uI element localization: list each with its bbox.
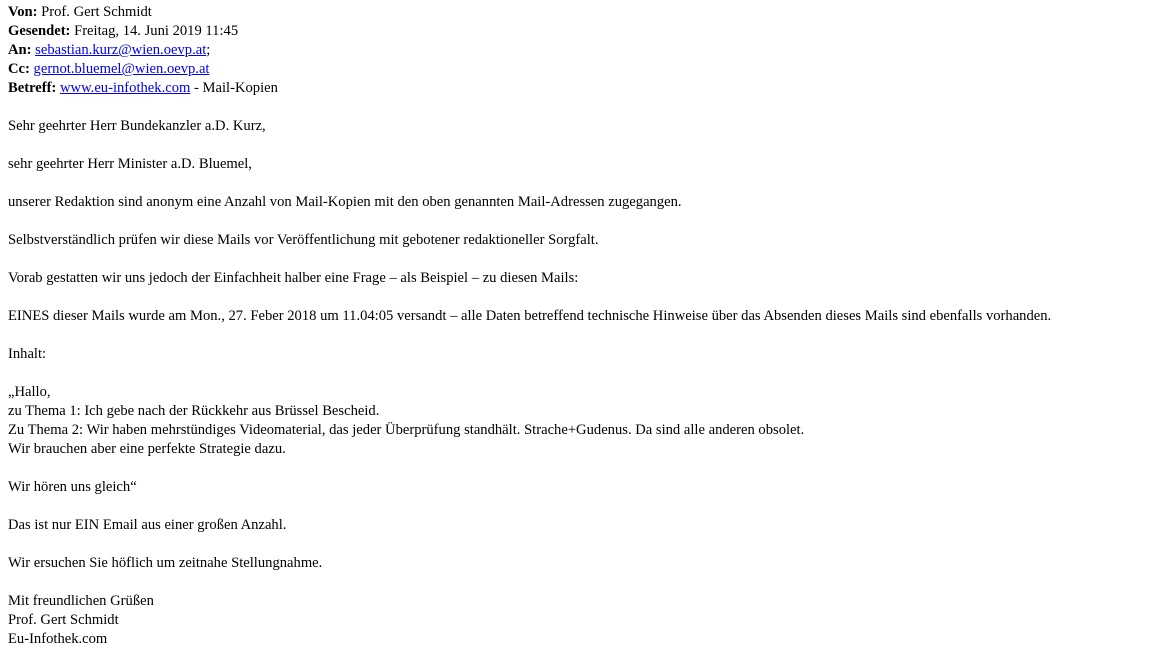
signature-org: Eu-Infothek.com — [8, 631, 108, 647]
subject-website-link[interactable]: www.eu-infothek.com — [60, 80, 191, 96]
sent-row — [8, 22, 1163, 41]
spacer — [8, 497, 1163, 516]
paragraph-request: Wir ersuchen Sie höflich um zeitnahe Stellungnahme. — [8, 555, 323, 571]
quote-line: Wir brauchen aber eine perfekte Strategie dazu. — [8, 441, 286, 457]
signature-block — [8, 592, 1163, 649]
spacer — [8, 326, 1163, 345]
subject-text: - Mail-Kopien — [190, 80, 278, 96]
cc-row — [8, 60, 1163, 79]
quote-line: Zu Thema 2: Wir haben mehrstündiges Videomaterial, das jeder Überprüfung standhält. Strache+Gudenus. Da sind alle anderen obsolet. — [8, 422, 805, 438]
sent-value: Freitag, 14. Juni 2019 11:45 — [74, 23, 239, 39]
cc-email-link[interactable]: gernot.bluemel@wien.oevp.at — [33, 61, 210, 77]
quoted-mail — [8, 383, 1163, 497]
quote-line: Wir hören uns gleich“ — [8, 479, 137, 495]
from-label: Von: — [8, 4, 38, 20]
salutation-minister: sehr geehrter Herr Minister a.D. Bluemel, — [8, 156, 252, 172]
signature-closing: Mit freundlichen Grüßen — [8, 593, 154, 609]
spacer — [8, 459, 1163, 478]
to-label: An: — [8, 42, 32, 58]
signature-name: Prof. Gert Schmidt — [8, 612, 119, 628]
paragraph-question: Vorab gestatten wir uns jedoch der Einfachheit halber eine Frage – als Beispiel – zu diesen Mails: — [8, 270, 579, 286]
spacer — [8, 250, 1163, 269]
to-separator: ; — [206, 42, 211, 58]
spacer — [8, 174, 1163, 193]
spacer — [8, 535, 1163, 554]
subject-row — [8, 79, 1163, 98]
salutation-chancellor: Sehr geehrter Herr Bundekanzler a.D. Kurz, — [8, 118, 266, 134]
sent-label: Gesendet: — [8, 23, 71, 39]
paragraph-mail-date: EINES dieser Mails wurde am Mon., 27. Feber 2018 um 11.04:05 versandt – alle Daten betreffend technische Hinweise über das Absenden dieses Mails sind ebenfalls vorhanden. — [8, 308, 1052, 324]
content-label: Inhalt: — [8, 346, 47, 362]
from-row — [8, 3, 1163, 22]
spacer — [8, 288, 1163, 307]
spacer — [8, 364, 1163, 383]
paragraph-one-email: Das ist nur EIN Email aus einer großen Anzahl. — [8, 517, 287, 533]
to-email-link[interactable]: sebastian.kurz@wien.oevp.at — [35, 42, 207, 58]
subject-label: Betreff: — [8, 80, 57, 96]
paragraph-received: unserer Redaktion sind anonym eine Anzahl von Mail-Kopien mit den oben genannten Mail-Adressen zugegangen. — [8, 194, 682, 210]
quote-line: „Hallo, — [8, 384, 51, 400]
quote-line: zu Thema 1: Ich gebe nach der Rückkehr aus Brüssel Bescheid. — [8, 403, 380, 419]
spacer — [8, 136, 1163, 155]
paragraph-review: Selbstverständlich prüfen wir diese Mails vor Veröffentlichung mit gebotener redaktioneller Sorgfalt. — [8, 232, 599, 248]
spacer — [8, 573, 1163, 592]
from-value: Prof. Gert Schmidt — [41, 4, 152, 20]
spacer — [8, 98, 1163, 117]
cc-label: Cc: — [8, 61, 30, 77]
to-row — [8, 41, 1163, 60]
spacer — [8, 212, 1163, 231]
